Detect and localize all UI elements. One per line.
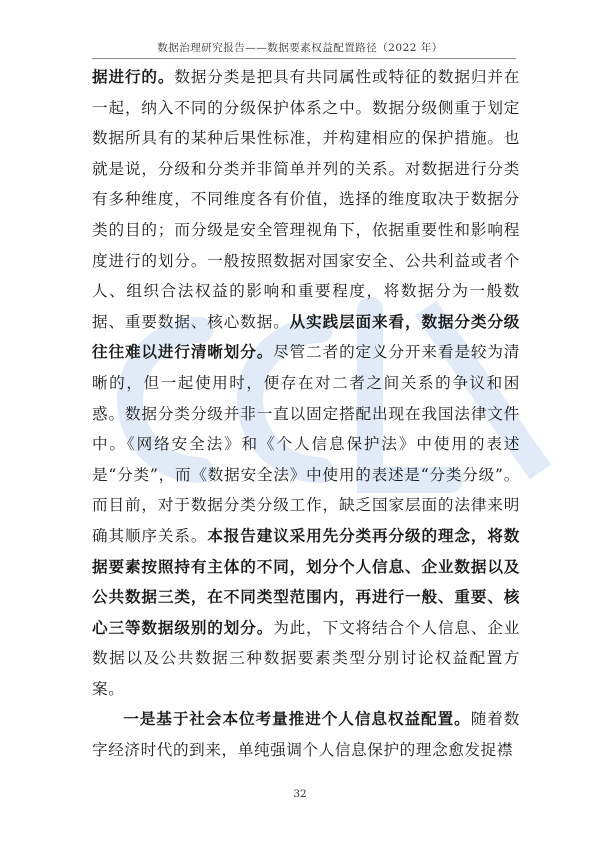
text-run: 尽管二者的定义分开来看是较为清晰的，但一起使用时，便存在对二者之间关系的争议和困惑。数据分类分级并非一直以固定搭配出现在我国法律文件中。《网络安全法》和《个人信息保护法》中使用的表述是“分类”，而《数据安全法》中使用的表述是“分类分级”。而目前，对于数据分类分级工作，缺乏国家层面的法律来明确其顺序关系。 (92, 343, 520, 545)
text-run: 为此，下文将结合个人信息、企业数据以及公共数据三种数据要素类型分别讨论权益配置方案。 (92, 618, 520, 698)
text-run: 随着数字经济时代的到来，单纯强调个人信息保护的理念愈发捉襟 (92, 710, 520, 760)
paragraph (92, 704, 520, 765)
bold-run: 据进行的。 (92, 68, 175, 86)
bold-run: 一是基于社会本位考量推进个人信息权益配置。 (123, 710, 471, 729)
paragraph (92, 62, 520, 704)
page-number: 32 (293, 788, 307, 800)
page-header: 数据治理研究报告——数据要素权益配置路径（2022 年） (157, 42, 443, 54)
body-text (92, 62, 520, 766)
header-rule (92, 58, 516, 59)
bold-run: 本报告建议采用先分类再分级的理念，将数据要素按照持有主体的不同，划分个人信息、企业数据以及公共数据三类，在不同类型范围内，再进行一般、重要、核心三等数据级别的划分。 (92, 526, 521, 637)
bold-run: 从实践层面来看，数据分类分级往往难以进行清晰划分。 (92, 312, 521, 362)
text-run: 数据分类是把具有共同属性或特征的数据归并在一起，纳入不同的分级保护体系之中。数据分级侧重于划定数据所具有的某种后果性标准，并构建相应的保护措施。也就是说，分级和分类并非简单并列的关系。对数据进行分类有多种维度，不同维度各有价值，选择的维度取决于数据分类的目的；而分级是安全管理视角下，依据重要性和影响程度进行的划分。一般按照数据对国家安全、公共利益或者个人、组织合法权益的影响和重要程度，将数据分为一般数据、重要数据、核心数据。 (92, 68, 520, 331)
